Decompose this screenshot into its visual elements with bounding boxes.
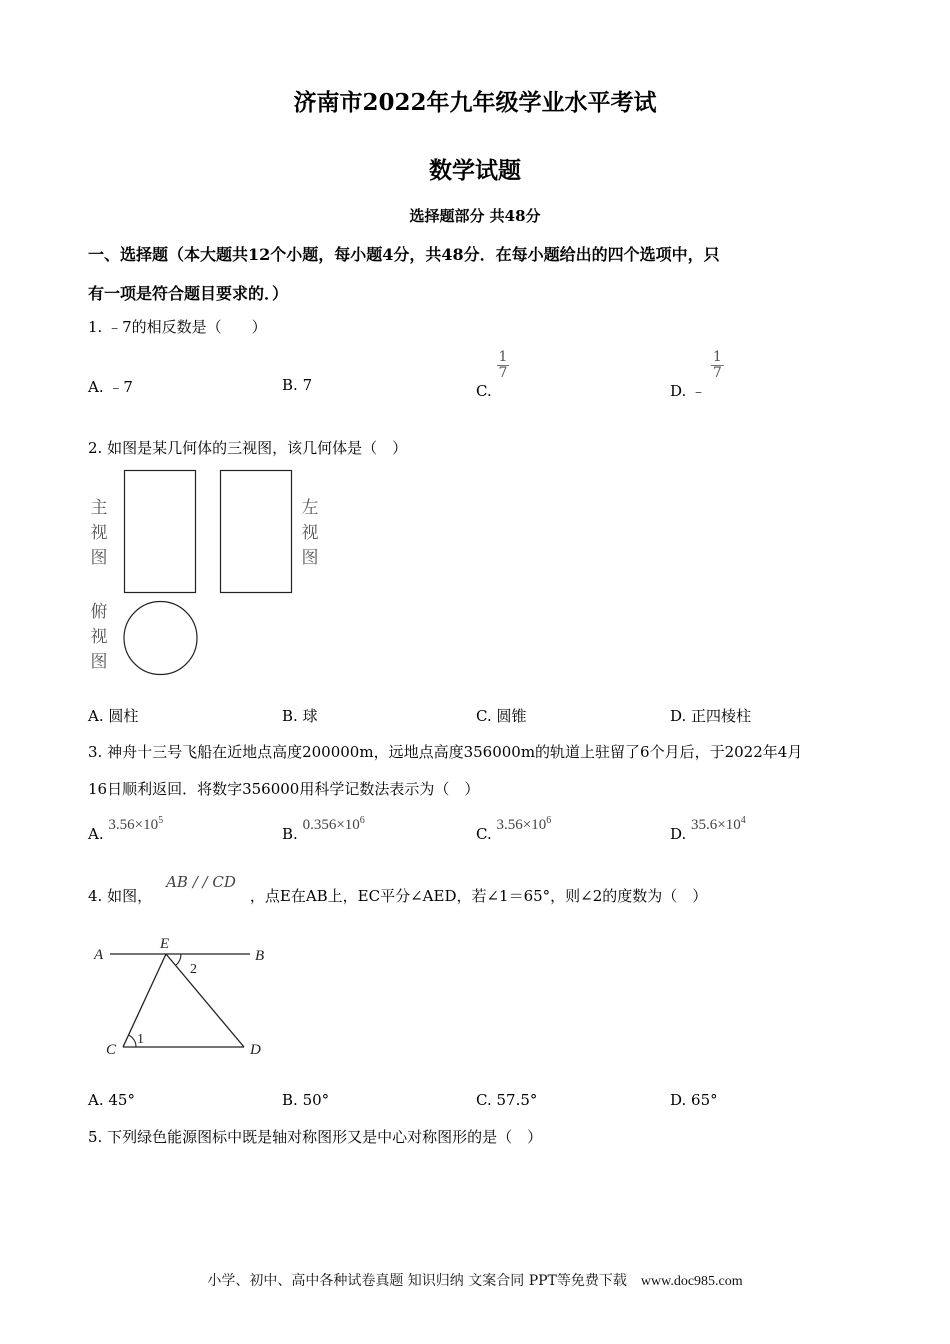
point-c-label: C <box>106 1042 117 1058</box>
question-1-option-d: D. ﹣ $\frac{1}{7}$ <box>670 349 722 400</box>
question-4-option-c: C. 57.5° <box>476 1091 538 1109</box>
point-a-label: A <box>94 947 104 963</box>
angle-2-label: 2 <box>190 962 197 977</box>
point-b-label: B <box>255 948 265 964</box>
point-e-label: E <box>160 936 170 952</box>
question-4-stem: 4. 如图，AB / / CD，点E在AB上，EC平分∠AED，若∠1＝65°，则∠2的度数为（ ） <box>88 873 708 905</box>
question-1-option-c: C. $\frac{1}{7}$ <box>476 349 508 400</box>
exam-title: 济南市2022年九年级学业水平考试 <box>293 89 657 116</box>
instructions-line-1: 一、选择题（本大题共12个小题，每小题4分，共48分．在每小题给出的四个选项中，只 <box>88 245 720 264</box>
question-3-option-c: C. $3.56\times 10^6$ <box>476 815 552 843</box>
question-4-option-a: A. 45° <box>88 1091 135 1109</box>
question-3-option-a: A. $3.56\times 10^5$ <box>88 815 164 843</box>
question-4-option-b: B. 50° <box>282 1091 330 1109</box>
question-3-stem-line-1: 3. 神舟十三号飞船在近地点高度200000m，远地点高度356000m的轨道上驻留了6个月后，于2022年4月 <box>88 743 803 761</box>
question-2-option-b: B. 球 <box>282 707 318 725</box>
segment-ed <box>166 954 244 1047</box>
exam-subtitle: 数学试题 <box>429 157 521 184</box>
question-2-option-c: C. 圆锥 <box>476 707 527 725</box>
footer-url[interactable]: www.doc985.com <box>640 1274 743 1289</box>
question-2-stem: 2. 如图是某几何体的三视图，该几何体是（ ） <box>88 439 408 457</box>
instructions-line-2: 有一项是符合题目要求的．） <box>88 284 289 303</box>
angle-2-arc <box>176 954 181 966</box>
question-2-option-a: A. 圆柱 <box>88 707 139 725</box>
fraction: $\frac{1}{7}$ <box>498 349 508 382</box>
front-view-label: 主视图 <box>90 498 108 568</box>
angle-1-label: 1 <box>137 1032 144 1047</box>
question-2-option-d: D. 正四棱柱 <box>670 707 752 725</box>
footer-text: 小学、初中、高中各种试卷真题 知识归纳 文案合同 PPT等免费下载 <box>207 1273 627 1289</box>
page-footer <box>0 1270 950 1290</box>
fraction: $\frac{1}{7}$ <box>712 349 722 382</box>
segment-ec <box>123 954 166 1047</box>
question-1-stem: 1. ﹣7的相反数是（ ） <box>88 318 267 336</box>
top-view-label: 俯视图 <box>90 602 108 672</box>
question-5-stem: 5. 下列绿色能源图标中既是轴对称图形又是中心对称图形的是（ ） <box>88 1128 543 1146</box>
parallel-notation: AB / / CD <box>166 873 236 891</box>
question-1-option-a: A. ﹣7 <box>88 378 133 396</box>
question-3-stem-line-2: 16日顺利返回．将数字356000用科学记数法表示为（ ） <box>88 780 480 798</box>
point-d-label: D <box>250 1042 261 1058</box>
question-3-option-b: B. $0.356\times 10^6$ <box>282 815 365 843</box>
angle-1-arc <box>129 1035 137 1047</box>
section-heading: 选择题部分 共48分 <box>409 207 541 225</box>
question-4-option-d: D. 65° <box>670 1091 718 1109</box>
question-1-option-b: B. 7 <box>282 376 313 394</box>
left-view-label: 左视图 <box>301 498 319 568</box>
question-3-option-d: D. $35.6\times 10^4$ <box>670 815 746 843</box>
